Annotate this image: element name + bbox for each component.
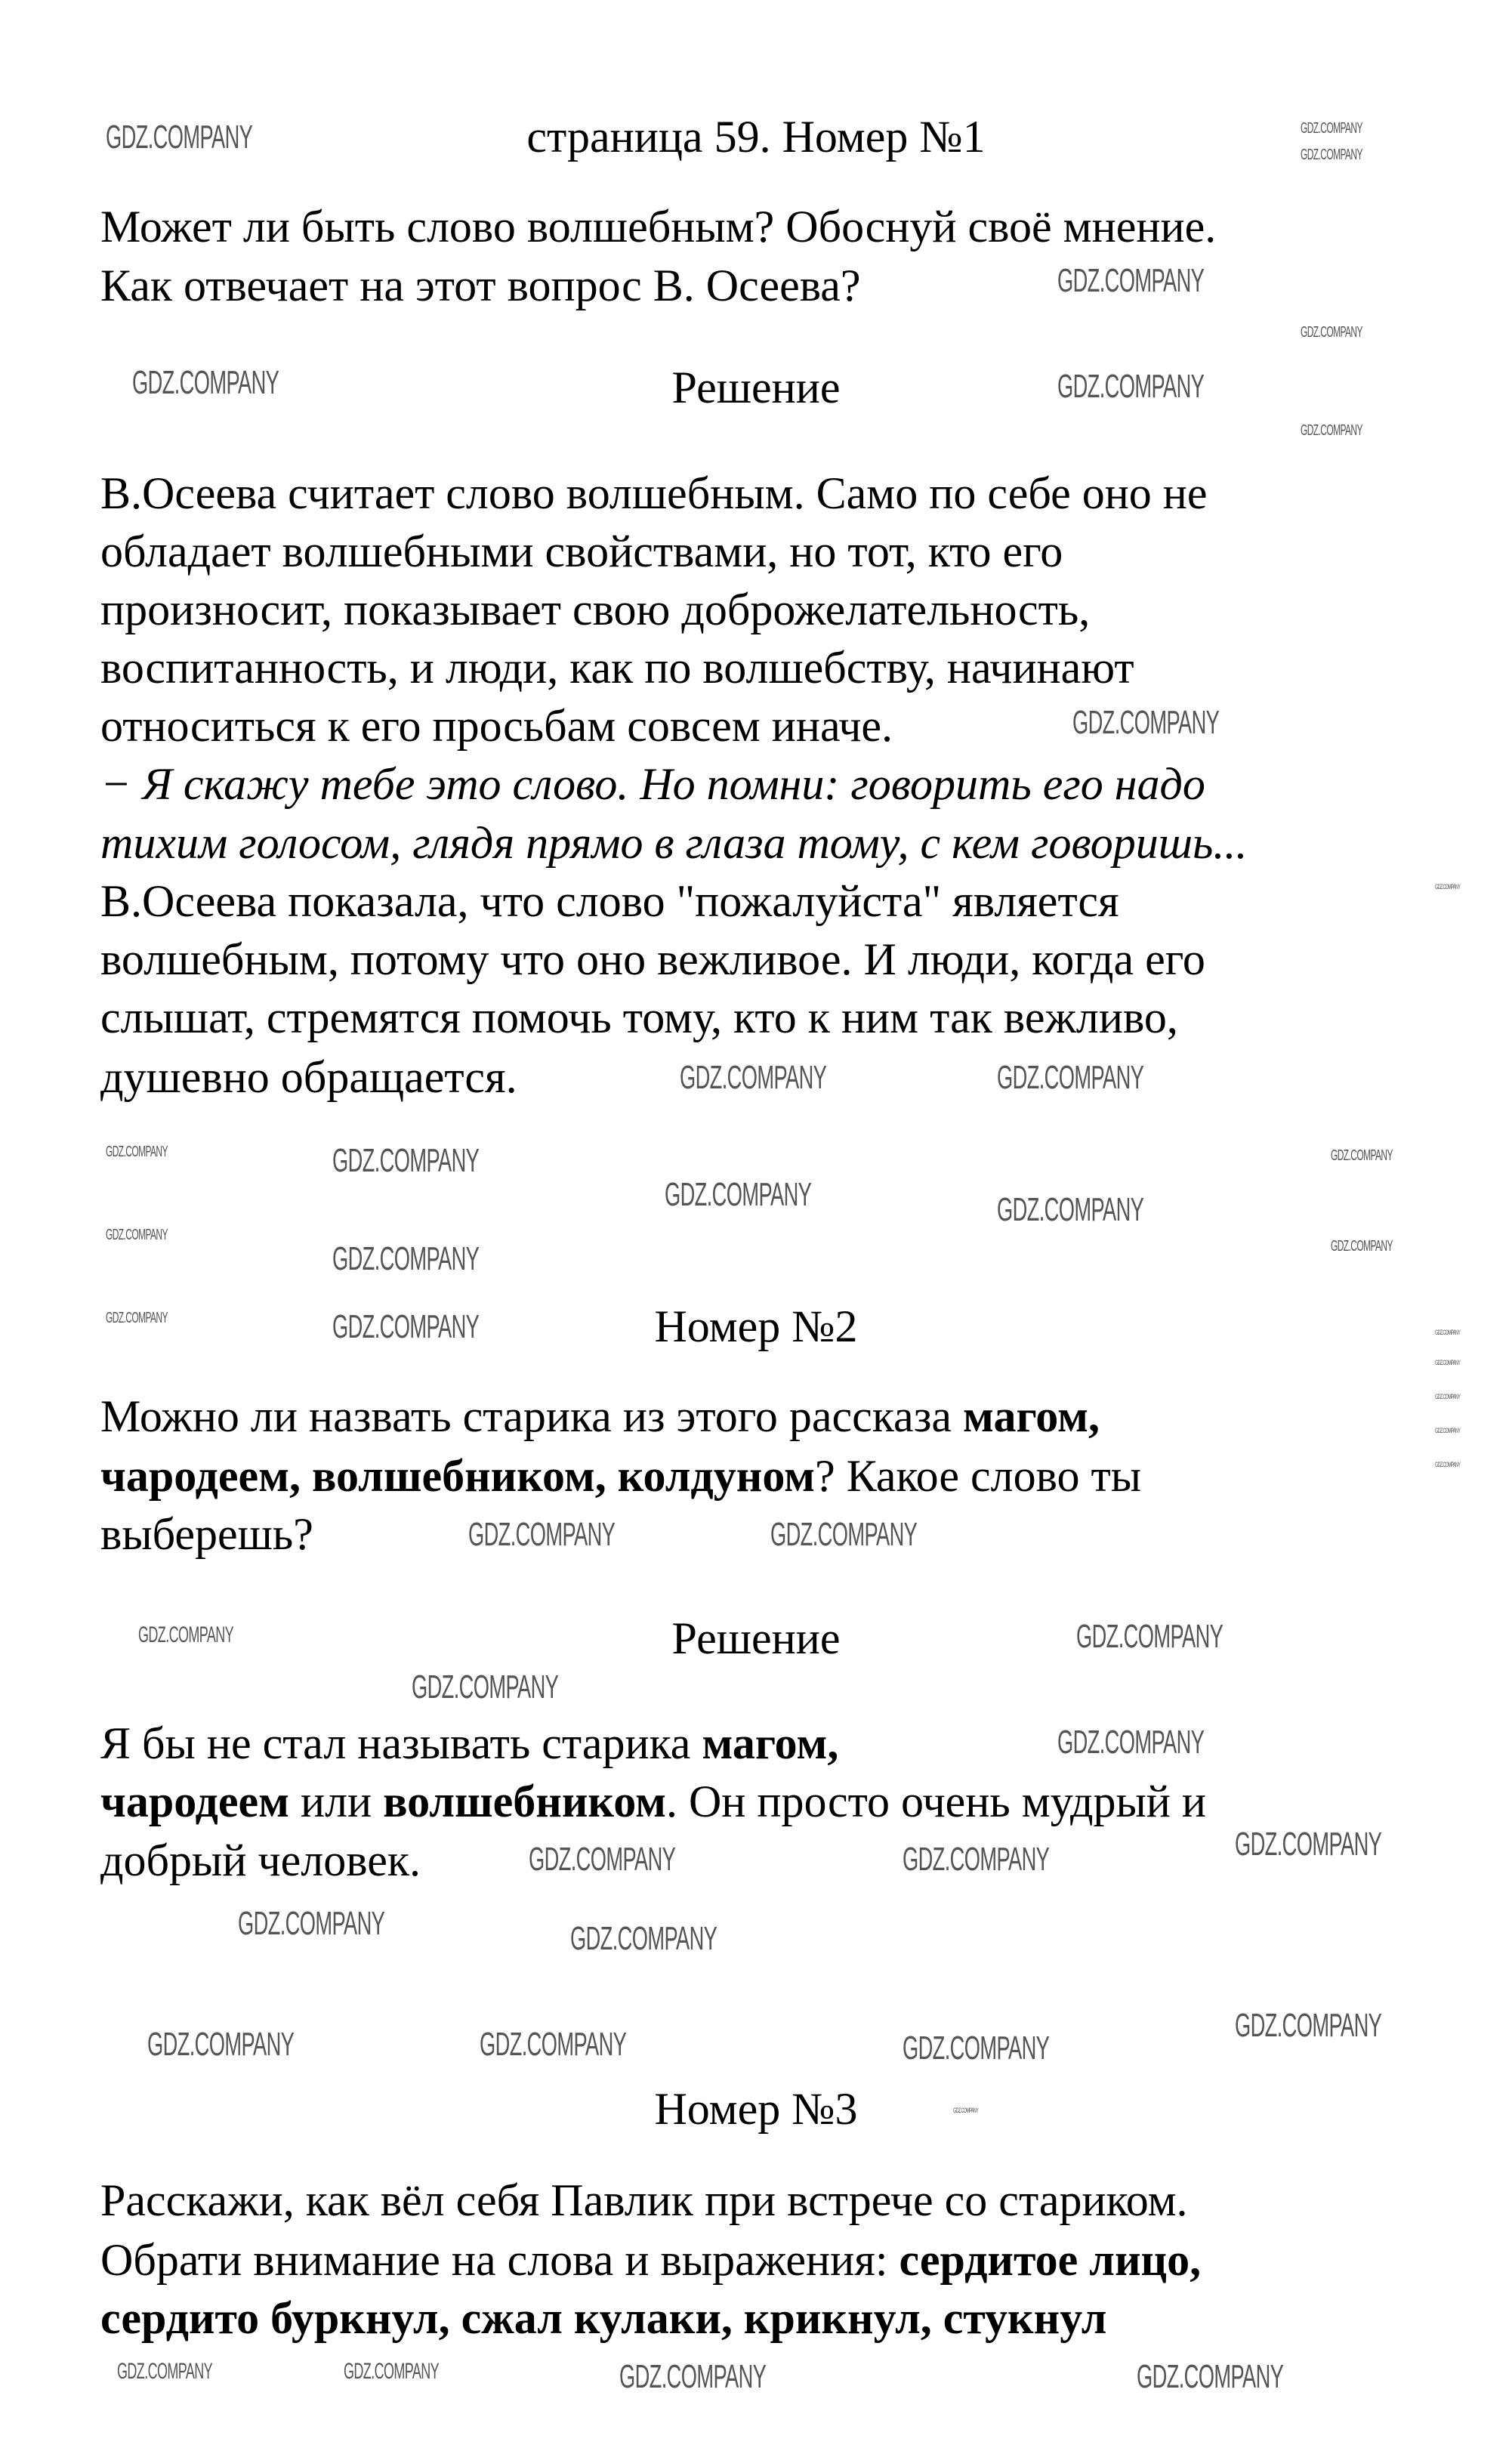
watermark: GDZ.COMPANY	[106, 119, 253, 156]
text-line	[100, 198, 1216, 256]
text: Решение	[671, 363, 841, 412]
watermark: GDZ.COMPANY	[1435, 1427, 1461, 1434]
bold-text: сердитое лицо,	[899, 2235, 1202, 2285]
watermark: GDZ.COMPANY	[147, 2026, 295, 2063]
watermark: GDZ.COMPANY	[1301, 120, 1362, 137]
bold-text: магом,	[702, 1718, 839, 1768]
watermark: GDZ.COMPANY	[903, 1841, 1050, 1878]
watermark: GDZ.COMPANY	[1057, 368, 1205, 405]
text: В.Осеева показала, что слово "пожалуйста" является	[100, 876, 1119, 926]
bold-text: сердито буркнул, сжал кулаки, крикнул, стукнул	[100, 2293, 1107, 2343]
watermark: GDZ.COMPANY	[570, 1920, 717, 1957]
text: Можно ли назвать старика из этого рассказа	[100, 1391, 964, 1441]
text-line	[100, 465, 1208, 523]
text: Обрати внимание на слова и выражения:	[100, 2235, 899, 2285]
text: Решение	[671, 1613, 841, 1663]
text-line	[100, 931, 1205, 989]
bold-text: волшебником	[383, 1777, 666, 1826]
text: выберешь?	[100, 1509, 313, 1559]
watermark: GDZ.COMPANY	[1435, 1329, 1461, 1336]
text: Номер №3	[654, 2084, 858, 2134]
text: слышат, стремятся помочь тому, кто к ним так вежливо,	[100, 992, 1178, 1042]
text: Как отвечает на этот вопрос В. Осеева?	[100, 261, 861, 310]
text-line	[100, 1388, 1100, 1446]
text: воспитанность, и люди, как по волшебству, начинают	[100, 643, 1134, 693]
watermark: GDZ.COMPANY	[332, 1142, 480, 1179]
text: страница 59. Номер №1	[526, 112, 986, 162]
italic-quote: − Я скажу тебе это слово. Но помни: говорить его надо	[100, 759, 1205, 809]
heading	[526, 108, 985, 166]
text: или	[289, 1777, 384, 1826]
watermark: GDZ.COMPANY	[138, 1622, 234, 1647]
text: ? Какое слово ты	[815, 1451, 1142, 1501]
watermark: GDZ.COMPANY	[106, 1227, 168, 1243]
text: произносит, показывает свою доброжелательность,	[100, 585, 1091, 634]
text-line	[100, 639, 1134, 697]
text: Номер №2	[654, 1301, 858, 1351]
text: душевно обращается.	[100, 1052, 517, 1102]
text-line	[100, 1048, 517, 1107]
bold-text: магом,	[963, 1391, 1100, 1441]
watermark: GDZ.COMPANY	[1072, 704, 1220, 741]
text: волшебным, потому что оно вежливое. И люди, когда его	[100, 934, 1205, 984]
text-line	[100, 697, 893, 755]
text-line	[100, 1773, 1206, 1831]
text-line	[100, 989, 1178, 1047]
text-line	[100, 257, 861, 315]
text: Я бы не стал называть старика	[100, 1718, 702, 1768]
watermark: GDZ.COMPANY	[1057, 1724, 1205, 1761]
italic-quote: тихим голосом, глядя прямо в глаза тому, с кем говоришь...	[100, 818, 1248, 868]
watermark: GDZ.COMPANY	[106, 1144, 168, 1160]
watermark: GDZ.COMPANY	[1301, 147, 1362, 163]
watermark: GDZ.COMPANY	[903, 2030, 1050, 2067]
text-line	[100, 1447, 1141, 1505]
watermark: GDZ.COMPANY	[106, 1310, 168, 1326]
watermark: GDZ.COMPANY	[1435, 1461, 1461, 1468]
watermark: GDZ.COMPANY	[332, 1240, 480, 1277]
watermark: GDZ.COMPANY	[1435, 1393, 1461, 1400]
text-line	[100, 1505, 313, 1564]
watermark: GDZ.COMPANY	[412, 1669, 559, 1706]
watermark: GDZ.COMPANY	[1331, 1147, 1393, 1164]
watermark: GDZ.COMPANY	[480, 2026, 627, 2063]
text-line	[100, 1832, 421, 1890]
watermark: GDZ.COMPANY	[1301, 324, 1362, 341]
watermark: GDZ.COMPANY	[1301, 422, 1362, 439]
watermark: GDZ.COMPANY	[997, 1191, 1144, 1228]
text-line	[100, 755, 1205, 813]
text: . Он просто очень мудрый и	[665, 1777, 1207, 1826]
watermark: GDZ.COMPANY	[953, 2107, 979, 2114]
text: Может ли быть слово волшебным? Обоснуй своё мнение.	[100, 202, 1217, 252]
text-line	[100, 872, 1119, 931]
heading	[654, 1298, 857, 1356]
heading	[672, 1610, 841, 1668]
watermark: GDZ.COMPANY	[132, 364, 279, 401]
text: обладает волшебными свойствами, но тот, кто его	[100, 526, 1063, 576]
watermark: GDZ.COMPANY	[997, 1059, 1144, 1096]
text-line	[100, 523, 1063, 581]
text: Расскажи, как вёл себя Павлик при встрече со стариком.	[100, 2175, 1188, 2225]
heading	[672, 359, 841, 417]
watermark: GDZ.COMPANY	[665, 1176, 812, 1213]
text-line	[100, 581, 1090, 639]
text-line	[100, 1715, 838, 1773]
watermark: GDZ.COMPANY	[344, 2359, 440, 2384]
text: относиться к его просьбам совсем иначе.	[100, 701, 893, 751]
watermark: GDZ.COMPANY	[1057, 262, 1205, 299]
watermark: GDZ.COMPANY	[468, 1516, 616, 1553]
watermark: GDZ.COMPANY	[1137, 2358, 1284, 2395]
watermark: GDZ.COMPANY	[1235, 2007, 1382, 2044]
watermark: GDZ.COMPANY	[1076, 1618, 1223, 1655]
watermark: GDZ.COMPANY	[332, 1308, 480, 1345]
watermark: GDZ.COMPANY	[1331, 1238, 1393, 1255]
watermark: GDZ.COMPANY	[1235, 1826, 1382, 1863]
watermark: GDZ.COMPANY	[619, 2358, 767, 2395]
text-line	[100, 2231, 1201, 2289]
watermark: GDZ.COMPANY	[529, 1841, 676, 1878]
heading	[654, 2080, 857, 2138]
watermark: GDZ.COMPANY	[117, 2359, 213, 2384]
watermark: GDZ.COMPANY	[1435, 1359, 1461, 1366]
bold-text: чародеем, волшебником, колдуном	[100, 1451, 816, 1501]
text: В.Осеева считает слово волшебным. Само по себе оно не	[100, 468, 1208, 518]
watermark: GDZ.COMPANY	[680, 1059, 827, 1096]
text-line	[100, 2289, 1106, 2348]
watermark: GDZ.COMPANY	[770, 1516, 918, 1553]
text-line	[100, 2172, 1188, 2230]
watermark: GDZ.COMPANY	[238, 1905, 385, 1942]
text-line	[100, 814, 1247, 872]
bold-text: чародеем	[100, 1777, 289, 1826]
text: добрый человек.	[100, 1835, 421, 1885]
watermark: GDZ.COMPANY	[1435, 883, 1461, 891]
